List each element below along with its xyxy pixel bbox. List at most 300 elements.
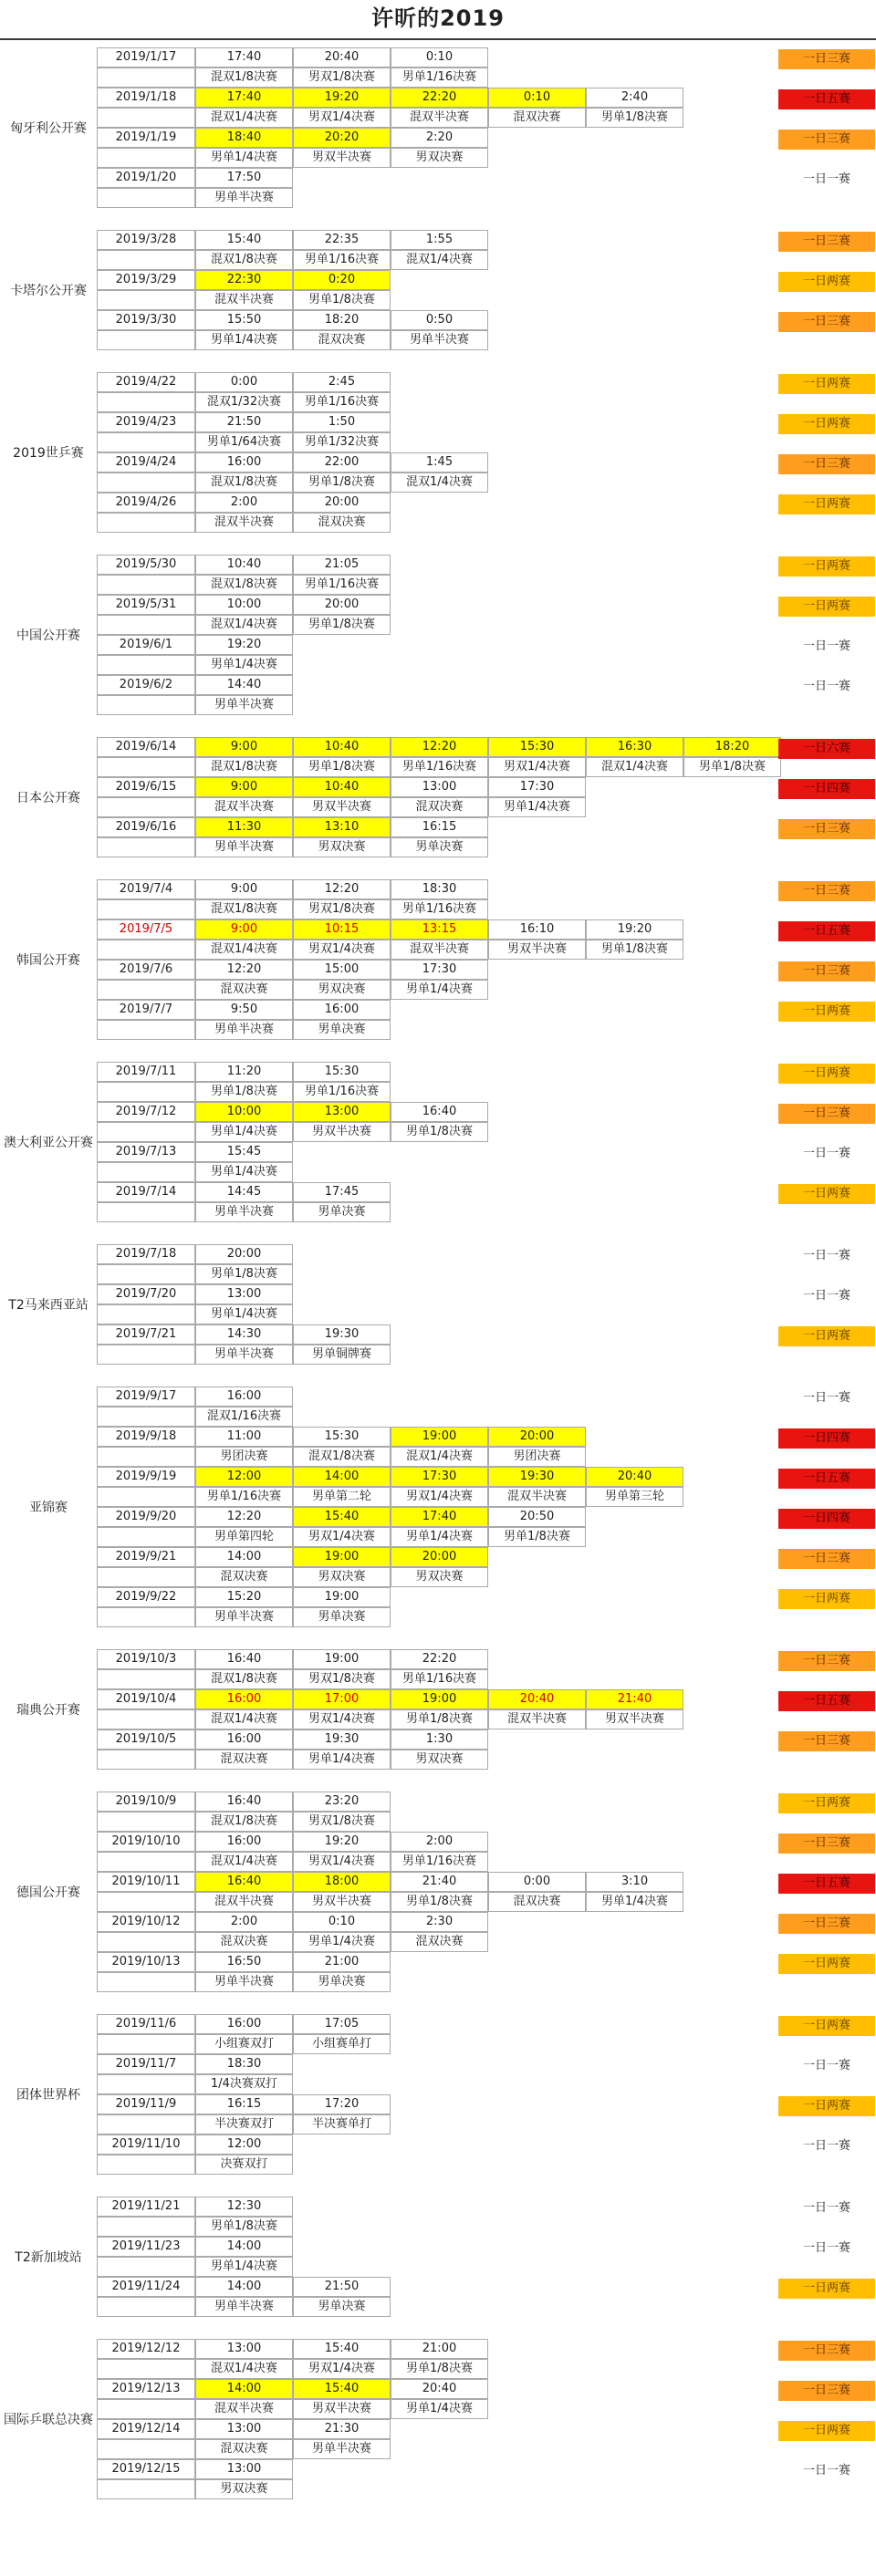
match-event: 男双1/4决赛 (293, 1527, 391, 1547)
matches-per-day-badge: 一日五赛 (778, 921, 875, 941)
match-time: 19:30 (293, 1729, 391, 1750)
match-event: 男单1/16决赛 (391, 1669, 488, 1689)
match-time: 17:20 (293, 2094, 391, 2114)
match-event: 男单1/64决赛 (195, 432, 293, 452)
date-cell-spacer (97, 940, 195, 960)
tournament-name: 中国公开赛 (16, 628, 80, 643)
matches-per-day-badge: 一日五赛 (778, 1874, 875, 1894)
match-time: 10:00 (195, 1102, 293, 1122)
title-divider (0, 38, 876, 40)
match-event: 男双1/4决赛 (293, 1852, 391, 1872)
match-time: 22:30 (195, 270, 293, 290)
match-event: 男单半决赛 (391, 330, 488, 350)
match-time: 13:00 (195, 1284, 293, 1304)
date-cell: 2019/11/6 (97, 2014, 195, 2034)
match-time: 21:00 (293, 1952, 391, 1972)
match-time: 19:00 (293, 1649, 391, 1669)
match-event: 男双半决赛 (293, 1892, 391, 1912)
match-time: 17:00 (293, 1689, 391, 1709)
date-cell-spacer (97, 1892, 195, 1912)
match-event: 混双半决赛 (195, 797, 293, 817)
match-time: 11:30 (195, 817, 293, 837)
match-time: 10:40 (293, 777, 391, 797)
match-time: 18:30 (391, 879, 488, 899)
date-cell-spacer (97, 148, 195, 168)
date-cell-spacer (97, 2359, 195, 2379)
matches-per-day-badge: 一日一赛 (802, 2201, 850, 2215)
match-event: 男双1/4决赛 (293, 1709, 391, 1729)
match-event: 男单1/4决赛 (195, 655, 293, 675)
match-event: 男单1/4决赛 (293, 1750, 391, 1770)
date-cell-spacer (97, 2257, 195, 2277)
date-cell: 2019/6/1 (97, 635, 195, 655)
match-time: 21:30 (293, 2419, 391, 2439)
match-event: 男单1/4决赛 (391, 980, 488, 1000)
matches-per-day-badge: 一日两赛 (778, 1002, 875, 1022)
match-time: 9:00 (195, 919, 293, 940)
match-time: 22:20 (391, 1649, 488, 1669)
match-time: 20:50 (488, 1507, 586, 1527)
match-event: 男单1/16决赛 (391, 1852, 488, 1872)
match-event: 混双决赛 (488, 108, 586, 128)
match-event: 男单1/8决赛 (586, 108, 683, 128)
match-time: 11:00 (195, 1427, 293, 1447)
matches-per-day-badge: 一日四赛 (778, 1509, 875, 1529)
match-event: 男双决赛 (293, 1567, 391, 1587)
match-time: 17:30 (391, 960, 488, 980)
match-time: 13:15 (391, 919, 488, 940)
match-event: 混双1/8决赛 (195, 899, 293, 919)
match-event: 男单决赛 (391, 837, 488, 857)
date-cell: 2019/7/11 (97, 1062, 195, 1082)
date-cell: 2019/5/31 (97, 595, 195, 615)
match-event: 男单1/4决赛 (293, 1932, 391, 1952)
match-time: 19:20 (195, 635, 293, 655)
date-cell-spacer (97, 1162, 195, 1182)
matches-per-day-badge: 一日三赛 (778, 1549, 875, 1569)
matches-per-day-badge: 一日两赛 (778, 374, 875, 394)
tournament-name: 澳大利亚公开赛 (4, 1136, 93, 1150)
date-cell: 2019/1/18 (97, 88, 195, 108)
match-time: 17:40 (391, 1507, 488, 1527)
match-time: 16:00 (195, 1832, 293, 1852)
match-event: 男单1/16决赛 (293, 392, 391, 412)
match-time: 13:00 (293, 1102, 391, 1122)
match-event: 男单半决赛 (195, 188, 293, 208)
match-event: 男双半决赛 (293, 148, 391, 168)
matches-per-day-badge: 一日三赛 (778, 1833, 875, 1854)
match-event: 混双半决赛 (488, 1709, 586, 1729)
match-event: 男双半决赛 (488, 940, 586, 960)
tournament-name: 德国公开赛 (16, 1885, 80, 1900)
match-event: 男单半决赛 (293, 2439, 391, 2459)
match-event: 男双1/4决赛 (391, 1487, 488, 1507)
match-time: 9:00 (195, 777, 293, 797)
match-event: 男单半决赛 (195, 1202, 293, 1222)
date-cell-spacer (97, 1812, 195, 1832)
match-time: 19:00 (293, 1547, 391, 1567)
match-event: 混双1/4决赛 (391, 250, 488, 270)
match-time: 20:00 (195, 1244, 293, 1264)
match-event: 男单1/8决赛 (293, 615, 391, 635)
matches-per-day-badge: 一日一赛 (802, 2059, 850, 2072)
date-cell-spacer (97, 2217, 195, 2237)
match-event: 小组赛双打 (195, 2034, 293, 2054)
match-time: 2:40 (586, 88, 683, 108)
date-cell: 2019/9/18 (97, 1427, 195, 1447)
match-event: 男双1/4决赛 (488, 757, 586, 777)
matches-per-day-badge: 一日两赛 (778, 494, 875, 514)
date-cell: 2019/7/21 (97, 1324, 195, 1345)
match-event: 男单1/16决赛 (293, 1082, 391, 1102)
match-time: 16:15 (195, 2094, 293, 2114)
date-cell-spacer (97, 1567, 195, 1587)
match-time: 14:45 (195, 1182, 293, 1202)
date-cell: 2019/1/17 (97, 47, 195, 68)
match-time: 16:00 (195, 2014, 293, 2034)
match-event: 男单半决赛 (195, 1972, 293, 1992)
match-event: 男单1/16决赛 (391, 899, 488, 919)
date-cell-spacer (97, 513, 195, 533)
matches-per-day-badge: 一日两赛 (778, 1589, 875, 1609)
date-cell: 2019/4/23 (97, 412, 195, 432)
date-cell: 2019/7/4 (97, 879, 195, 899)
matches-per-day-badge: 一日一赛 (802, 1147, 850, 1160)
match-time: 21:40 (391, 1872, 488, 1892)
match-event: 男双1/8决赛 (293, 899, 391, 919)
match-time: 10:40 (293, 737, 391, 757)
match-event: 男单1/8决赛 (293, 757, 391, 777)
match-event: 混双决赛 (195, 1932, 293, 1952)
match-time: 11:20 (195, 1062, 293, 1082)
match-event: 男单半决赛 (195, 1345, 293, 1365)
matches-per-day-badge: 一日一赛 (802, 2464, 850, 2477)
tournament-name: T2马来西亚站 (8, 1298, 89, 1313)
date-cell-spacer (97, 1304, 195, 1324)
matches-per-day-badge: 一日三赛 (778, 49, 875, 69)
match-time: 1:55 (391, 230, 488, 250)
match-event: 混双1/16决赛 (195, 1407, 293, 1427)
date-cell-spacer (97, 1082, 195, 1102)
date-cell: 2019/3/30 (97, 310, 195, 330)
match-time: 15:40 (293, 1507, 391, 1527)
match-time: 9:00 (195, 737, 293, 757)
match-time: 20:00 (488, 1427, 586, 1447)
matches-per-day-badge: 一日五赛 (778, 89, 875, 109)
date-cell: 2019/12/13 (97, 2379, 195, 2399)
match-event: 男单决赛 (293, 2297, 391, 2317)
matches-per-day-badge: 一日三赛 (778, 2381, 875, 2401)
date-cell-spacer (97, 1447, 195, 1467)
date-cell: 2019/12/14 (97, 2419, 195, 2439)
match-event: 男单1/4决赛 (195, 330, 293, 350)
date-cell-spacer (97, 1020, 195, 1040)
match-event: 男单第四轮 (195, 1527, 293, 1547)
matches-per-day-badge: 一日两赛 (778, 414, 875, 434)
match-time: 16:00 (195, 1729, 293, 1750)
match-time: 16:15 (391, 817, 488, 837)
tournament-name: 团体世界杯 (16, 2088, 80, 2103)
match-event: 混双决赛 (195, 1750, 293, 1770)
date-cell-spacer (97, 2297, 195, 2317)
match-time: 18:30 (195, 2054, 293, 2074)
match-time: 10:00 (195, 595, 293, 615)
match-event: 混双1/8决赛 (195, 473, 293, 493)
match-event: 半决赛单打 (293, 2114, 391, 2135)
match-time: 17:05 (293, 2014, 391, 2034)
date-cell: 2019/10/11 (97, 1872, 195, 1892)
date-cell: 2019/9/22 (97, 1587, 195, 1607)
match-event: 男单1/8决赛 (391, 1709, 488, 1729)
match-time: 21:00 (391, 2339, 488, 2359)
match-event: 男单1/8决赛 (195, 2217, 293, 2237)
match-time: 16:00 (195, 452, 293, 473)
match-time: 2:20 (391, 128, 488, 148)
match-time: 0:50 (391, 310, 488, 330)
match-event: 混双半决赛 (391, 940, 488, 960)
match-event: 混双决赛 (195, 2439, 293, 2459)
match-event: 混双决赛 (195, 980, 293, 1000)
match-event: 男单决赛 (293, 1020, 391, 1040)
match-event: 混双1/8决赛 (195, 575, 293, 595)
match-event: 半决赛双打 (195, 2114, 293, 2135)
date-cell-spacer (97, 473, 195, 493)
matches-per-day-badge: 一日一赛 (802, 172, 850, 186)
date-cell-spacer (97, 432, 195, 452)
match-event: 男双1/4决赛 (293, 2359, 391, 2379)
match-time: 12:20 (195, 960, 293, 980)
match-time: 15:45 (195, 1142, 293, 1162)
match-time: 3:10 (586, 1872, 683, 1892)
match-event: 男单1/16决赛 (391, 757, 488, 777)
match-event: 混双决赛 (195, 1567, 293, 1587)
date-cell-spacer (97, 2479, 195, 2499)
date-cell-spacer (97, 1202, 195, 1222)
match-time: 20:40 (391, 2379, 488, 2399)
date-cell: 2019/1/20 (97, 168, 195, 188)
date-cell: 2019/7/7 (97, 1000, 195, 1020)
match-event: 混双1/4决赛 (195, 2359, 293, 2379)
match-time: 23:20 (293, 1792, 391, 1812)
match-time: 0:10 (293, 1912, 391, 1932)
date-cell-spacer (97, 1972, 195, 1992)
match-event: 男单1/8决赛 (488, 1527, 586, 1547)
match-time: 9:50 (195, 1000, 293, 1020)
match-event: 混双1/8决赛 (195, 757, 293, 777)
date-cell: 2019/7/6 (97, 960, 195, 980)
match-event: 混双1/4决赛 (195, 1852, 293, 1872)
match-event: 男单半决赛 (195, 1607, 293, 1627)
date-cell: 2019/10/10 (97, 1832, 195, 1852)
match-event: 混双决赛 (391, 797, 488, 817)
tournament-name: 亚锦赛 (29, 1501, 68, 1515)
match-event: 混双半决赛 (488, 1487, 586, 1507)
match-time: 12:20 (195, 1507, 293, 1527)
date-cell-spacer (97, 797, 195, 817)
match-time: 16:50 (195, 1952, 293, 1972)
date-cell: 2019/4/24 (97, 452, 195, 473)
date-cell-spacer (97, 250, 195, 270)
match-event: 男单第二轮 (293, 1487, 391, 1507)
match-event: 混双1/8决赛 (195, 1669, 293, 1689)
matches-per-day-badge: 一日一赛 (802, 639, 850, 653)
date-cell-spacer (97, 1607, 195, 1627)
match-event: 决赛双打 (195, 2155, 293, 2175)
date-cell-spacer (97, 1709, 195, 1729)
match-time: 19:20 (586, 919, 683, 940)
date-cell: 2019/3/28 (97, 230, 195, 250)
match-time: 12:20 (293, 879, 391, 899)
match-event: 男单1/4决赛 (195, 1162, 293, 1182)
match-time: 12:30 (195, 2197, 293, 2217)
date-cell: 2019/12/15 (97, 2459, 195, 2479)
match-event: 男团决赛 (195, 1447, 293, 1467)
tournament-name: 卡塔尔公开赛 (10, 284, 87, 298)
match-event: 男单1/4决赛 (391, 2399, 488, 2419)
date-cell-spacer (97, 188, 195, 208)
match-event: 混双1/4决赛 (391, 1447, 488, 1467)
date-cell-spacer (97, 980, 195, 1000)
match-time: 9:00 (195, 879, 293, 899)
match-time: 20:40 (586, 1467, 683, 1487)
match-time: 1:30 (391, 1729, 488, 1750)
match-time: 17:30 (488, 777, 586, 797)
date-cell-spacer (97, 68, 195, 88)
match-time: 13:10 (293, 817, 391, 837)
match-time: 14:00 (293, 1467, 391, 1487)
match-time: 14:30 (195, 1324, 293, 1345)
date-cell-spacer (97, 837, 195, 857)
match-event: 男单1/8决赛 (293, 290, 391, 310)
match-event: 混双半决赛 (195, 1892, 293, 1912)
matches-per-day-badge: 一日四赛 (778, 1428, 875, 1449)
match-event: 男单决赛 (293, 1607, 391, 1627)
matches-per-day-badge: 一日一赛 (802, 680, 850, 693)
match-time: 15:30 (293, 1062, 391, 1082)
match-event: 男双1/8决赛 (293, 68, 391, 88)
match-event: 男双半决赛 (293, 797, 391, 817)
match-time: 21:40 (586, 1689, 683, 1709)
match-event: 混双1/4决赛 (195, 1709, 293, 1729)
match-event: 男单1/16决赛 (293, 250, 391, 270)
match-event: 男单决赛 (293, 1202, 391, 1222)
match-event: 男单1/32决赛 (293, 432, 391, 452)
match-event: 男双半决赛 (586, 1709, 683, 1729)
match-event: 男单1/4决赛 (195, 1122, 293, 1142)
match-time: 22:00 (293, 452, 391, 473)
match-event: 男单1/16决赛 (391, 68, 488, 88)
match-time: 16:10 (488, 919, 586, 940)
tournament-name: 国际乒联总决赛 (4, 2413, 93, 2427)
match-event: 混双决赛 (391, 1932, 488, 1952)
match-event: 混双1/32决赛 (195, 392, 293, 412)
matches-per-day-badge: 一日三赛 (778, 130, 875, 150)
match-time: 15:30 (488, 737, 586, 757)
tournament-name: 2019世乒赛 (13, 446, 84, 461)
tournament-name: 韩国公开赛 (16, 953, 80, 968)
match-event: 混双1/8决赛 (195, 68, 293, 88)
date-cell-spacer (97, 2074, 195, 2094)
match-event: 男双决赛 (391, 148, 488, 168)
match-time: 21:05 (293, 555, 391, 575)
matches-per-day-badge: 一日两赛 (778, 597, 875, 617)
match-event: 混双决赛 (293, 330, 391, 350)
date-cell: 2019/10/13 (97, 1952, 195, 1972)
match-event: 男单1/8决赛 (683, 757, 781, 777)
match-event: 男单1/8决赛 (391, 1892, 488, 1912)
date-cell: 2019/7/20 (97, 1284, 195, 1304)
matches-per-day-badge: 一日三赛 (778, 961, 875, 982)
date-cell: 2019/3/29 (97, 270, 195, 290)
matches-per-day-badge: 一日两赛 (778, 2016, 875, 2036)
match-time: 16:30 (586, 737, 683, 757)
date-cell-spacer (97, 2114, 195, 2135)
date-cell: 2019/10/5 (97, 1729, 195, 1750)
match-event: 混双1/8决赛 (195, 250, 293, 270)
date-cell: 2019/11/24 (97, 2277, 195, 2297)
match-time: 14:00 (195, 2379, 293, 2399)
match-event: 男单半决赛 (195, 837, 293, 857)
date-cell-spacer (97, 2155, 195, 2175)
date-cell: 2019/10/3 (97, 1649, 195, 1669)
match-time: 18:00 (293, 1872, 391, 1892)
match-time: 16:00 (195, 1387, 293, 1407)
match-event: 混双半决赛 (195, 513, 293, 533)
date-cell-spacer (97, 108, 195, 128)
date-cell-spacer (97, 615, 195, 635)
match-time: 15:00 (293, 960, 391, 980)
match-event: 男双1/4决赛 (293, 940, 391, 960)
date-cell: 2019/9/20 (97, 1507, 195, 1527)
matches-per-day-badge: 一日五赛 (778, 1691, 875, 1711)
matches-per-day-badge: 一日三赛 (778, 454, 875, 474)
match-time: 20:00 (391, 1547, 488, 1567)
match-time: 15:30 (293, 1427, 391, 1447)
match-event: 男团决赛 (488, 1447, 586, 1467)
match-event: 混双半决赛 (195, 2399, 293, 2419)
match-event: 男单1/8决赛 (195, 1264, 293, 1284)
date-cell-spacer (97, 655, 195, 675)
matches-per-day-badge: 一日一赛 (802, 1391, 850, 1405)
matches-per-day-badge: 一日两赛 (778, 1954, 875, 1974)
match-time: 2:00 (391, 1832, 488, 1852)
match-time: 22:35 (293, 230, 391, 250)
matches-per-day-badge: 一日一赛 (802, 2241, 850, 2255)
match-event: 男单1/8决赛 (391, 1122, 488, 1142)
match-time: 20:20 (293, 128, 391, 148)
date-cell-spacer (97, 1487, 195, 1507)
match-time: 12:20 (391, 737, 488, 757)
date-cell-spacer (97, 757, 195, 777)
matches-per-day-badge: 一日两赛 (778, 1793, 875, 1813)
match-event: 男单决赛 (293, 1972, 391, 1992)
match-event: 混双1/4决赛 (391, 473, 488, 493)
match-event: 混双半决赛 (195, 290, 293, 310)
page-title: 许昕的2019 (371, 5, 505, 31)
match-time: 0:10 (391, 47, 488, 68)
matches-per-day-badge: 一日两赛 (778, 2096, 875, 2116)
match-event: 男双决赛 (293, 837, 391, 857)
match-event: 男单1/4决赛 (195, 148, 293, 168)
match-time: 20:40 (488, 1689, 586, 1709)
matches-per-day-badge: 一日两赛 (778, 556, 875, 576)
match-time: 1:50 (293, 412, 391, 432)
date-cell: 2019/9/21 (97, 1547, 195, 1567)
matches-per-day-badge: 一日一赛 (802, 1249, 850, 1262)
matches-per-day-badge: 一日两赛 (778, 272, 875, 292)
match-time: 2:45 (293, 372, 391, 392)
matches-per-day-badge: 一日三赛 (778, 1651, 875, 1671)
